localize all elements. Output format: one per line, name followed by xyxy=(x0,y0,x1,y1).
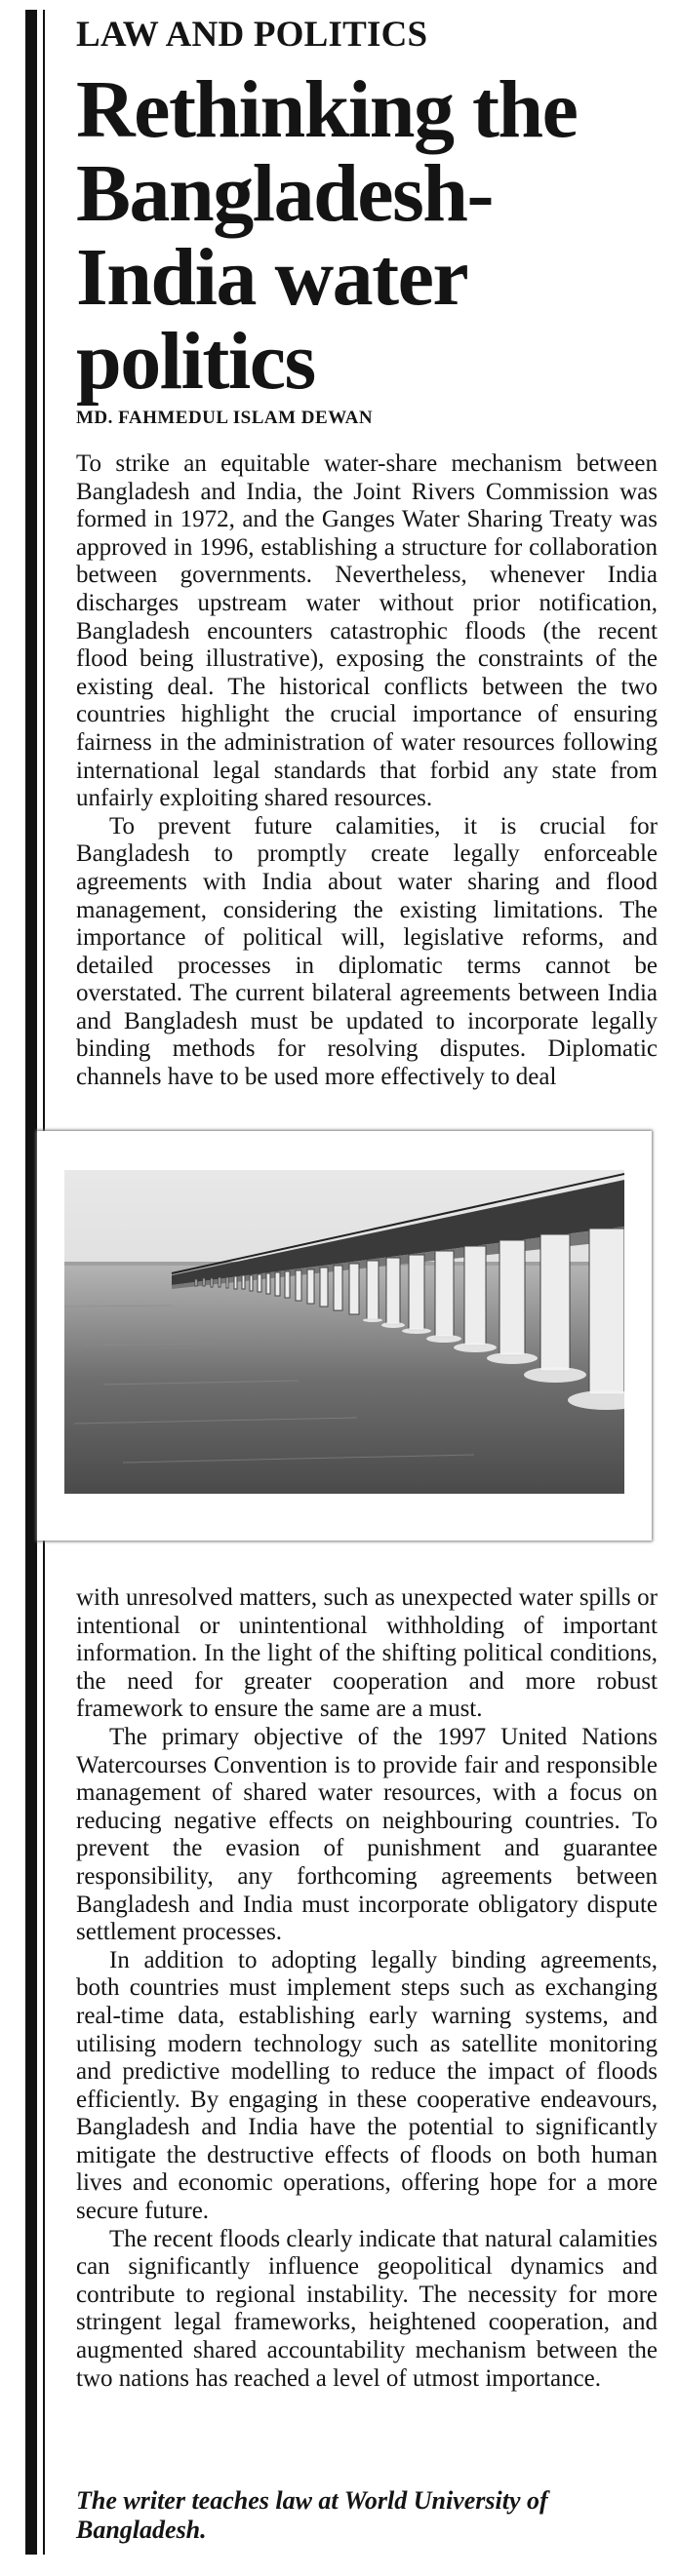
article-body-bottom xyxy=(76,1584,658,2393)
section-label: LAW AND POLITICS xyxy=(76,15,428,55)
paragraph-5: The recent floods clearly indicate that natural calamities can significantly influence geopolitical dynamics and contribute to regional instability. The necessity for more stringent legal frameworks, heightened cooperation, and augmented shared accountability mechanism between the two nations has reached a level of utmost importance. xyxy=(76,2225,658,2392)
byline: MD. FAHMEDUL ISLAM DEWAN xyxy=(76,408,374,428)
paragraph-3: The primary objective of the 1997 United Nations Watercourses Convention is to provide fair and responsible management of shared water resources, with a focus on reducing negative effects on neighbouring countries. To prevent the evasion of punishment and guarantee responsibility, any forthcoming agreements between Bangladesh and India must incorporate obligatory dispute settlement processes. xyxy=(76,1723,658,1946)
author-credit: The writer teaches law at World University of Bangladesh. xyxy=(76,2486,548,2544)
barrage-photo-image xyxy=(64,1170,624,1494)
barrage-photo xyxy=(37,1131,652,1541)
paragraph-2-part-1: To prevent future calamities, it is crucial for Bangladesh to promptly create legally enforceable agreements with India about water sharing and flood management, considering the existing limitations. The importance of political will, legislative reforms, and detailed processes in diplomatic terms cannot be overstated. The current bilateral agreements between India and Bangladesh must be updated to incorporate legally binding methods for resolving disputes. Diplomatic channels have to be used more effectively to deal xyxy=(76,812,658,1091)
article-body-top xyxy=(76,450,658,1141)
paragraph-1: To strike an equitable water-share mechanism between Bangladesh and India, the Joint Rivers Commission was formed in 1972, and the Ganges Water Sharing Treaty was approved in 1996, establishing a structure for collaboration between governments. Nevertheless, whenever India discharges upstream water without prior notification, Bangladesh encounters catastrophic floods (the recent flood being illustrative), exposing the constraints of the existing deal. The historical conflicts between the two countries highlight the crucial importance of ensuring fairness in the administration of water resources following international legal standards that forbid any state from unfairly exploiting shared resources. xyxy=(76,450,658,812)
paragraph-2-part-2: with unresolved matters, such as unexpected water spills or intentional or unintentional withholding of important information. In the light of the shifting political conditions, the need for greater cooperation and more robust framework to ensure the same are a must. xyxy=(76,1584,658,1723)
paragraph-4: In addition to adopting legally binding agreements, both countries must implement steps such as exchanging real-time data, establishing early warning systems, and utilising modern technology such as satellite monitoring and predictive modelling to reduce the impact of floods efficiently. By engaging in these cooperative endeavours, Bangladesh and India have the potential to significantly mitigate the destructive effects of floods on both human lives and economic operations, offering hope for a more secure future. xyxy=(76,1946,658,2225)
left-column-rule xyxy=(25,10,37,2555)
article-headline: Rethinking the Bangladesh-India water politics xyxy=(76,64,578,407)
